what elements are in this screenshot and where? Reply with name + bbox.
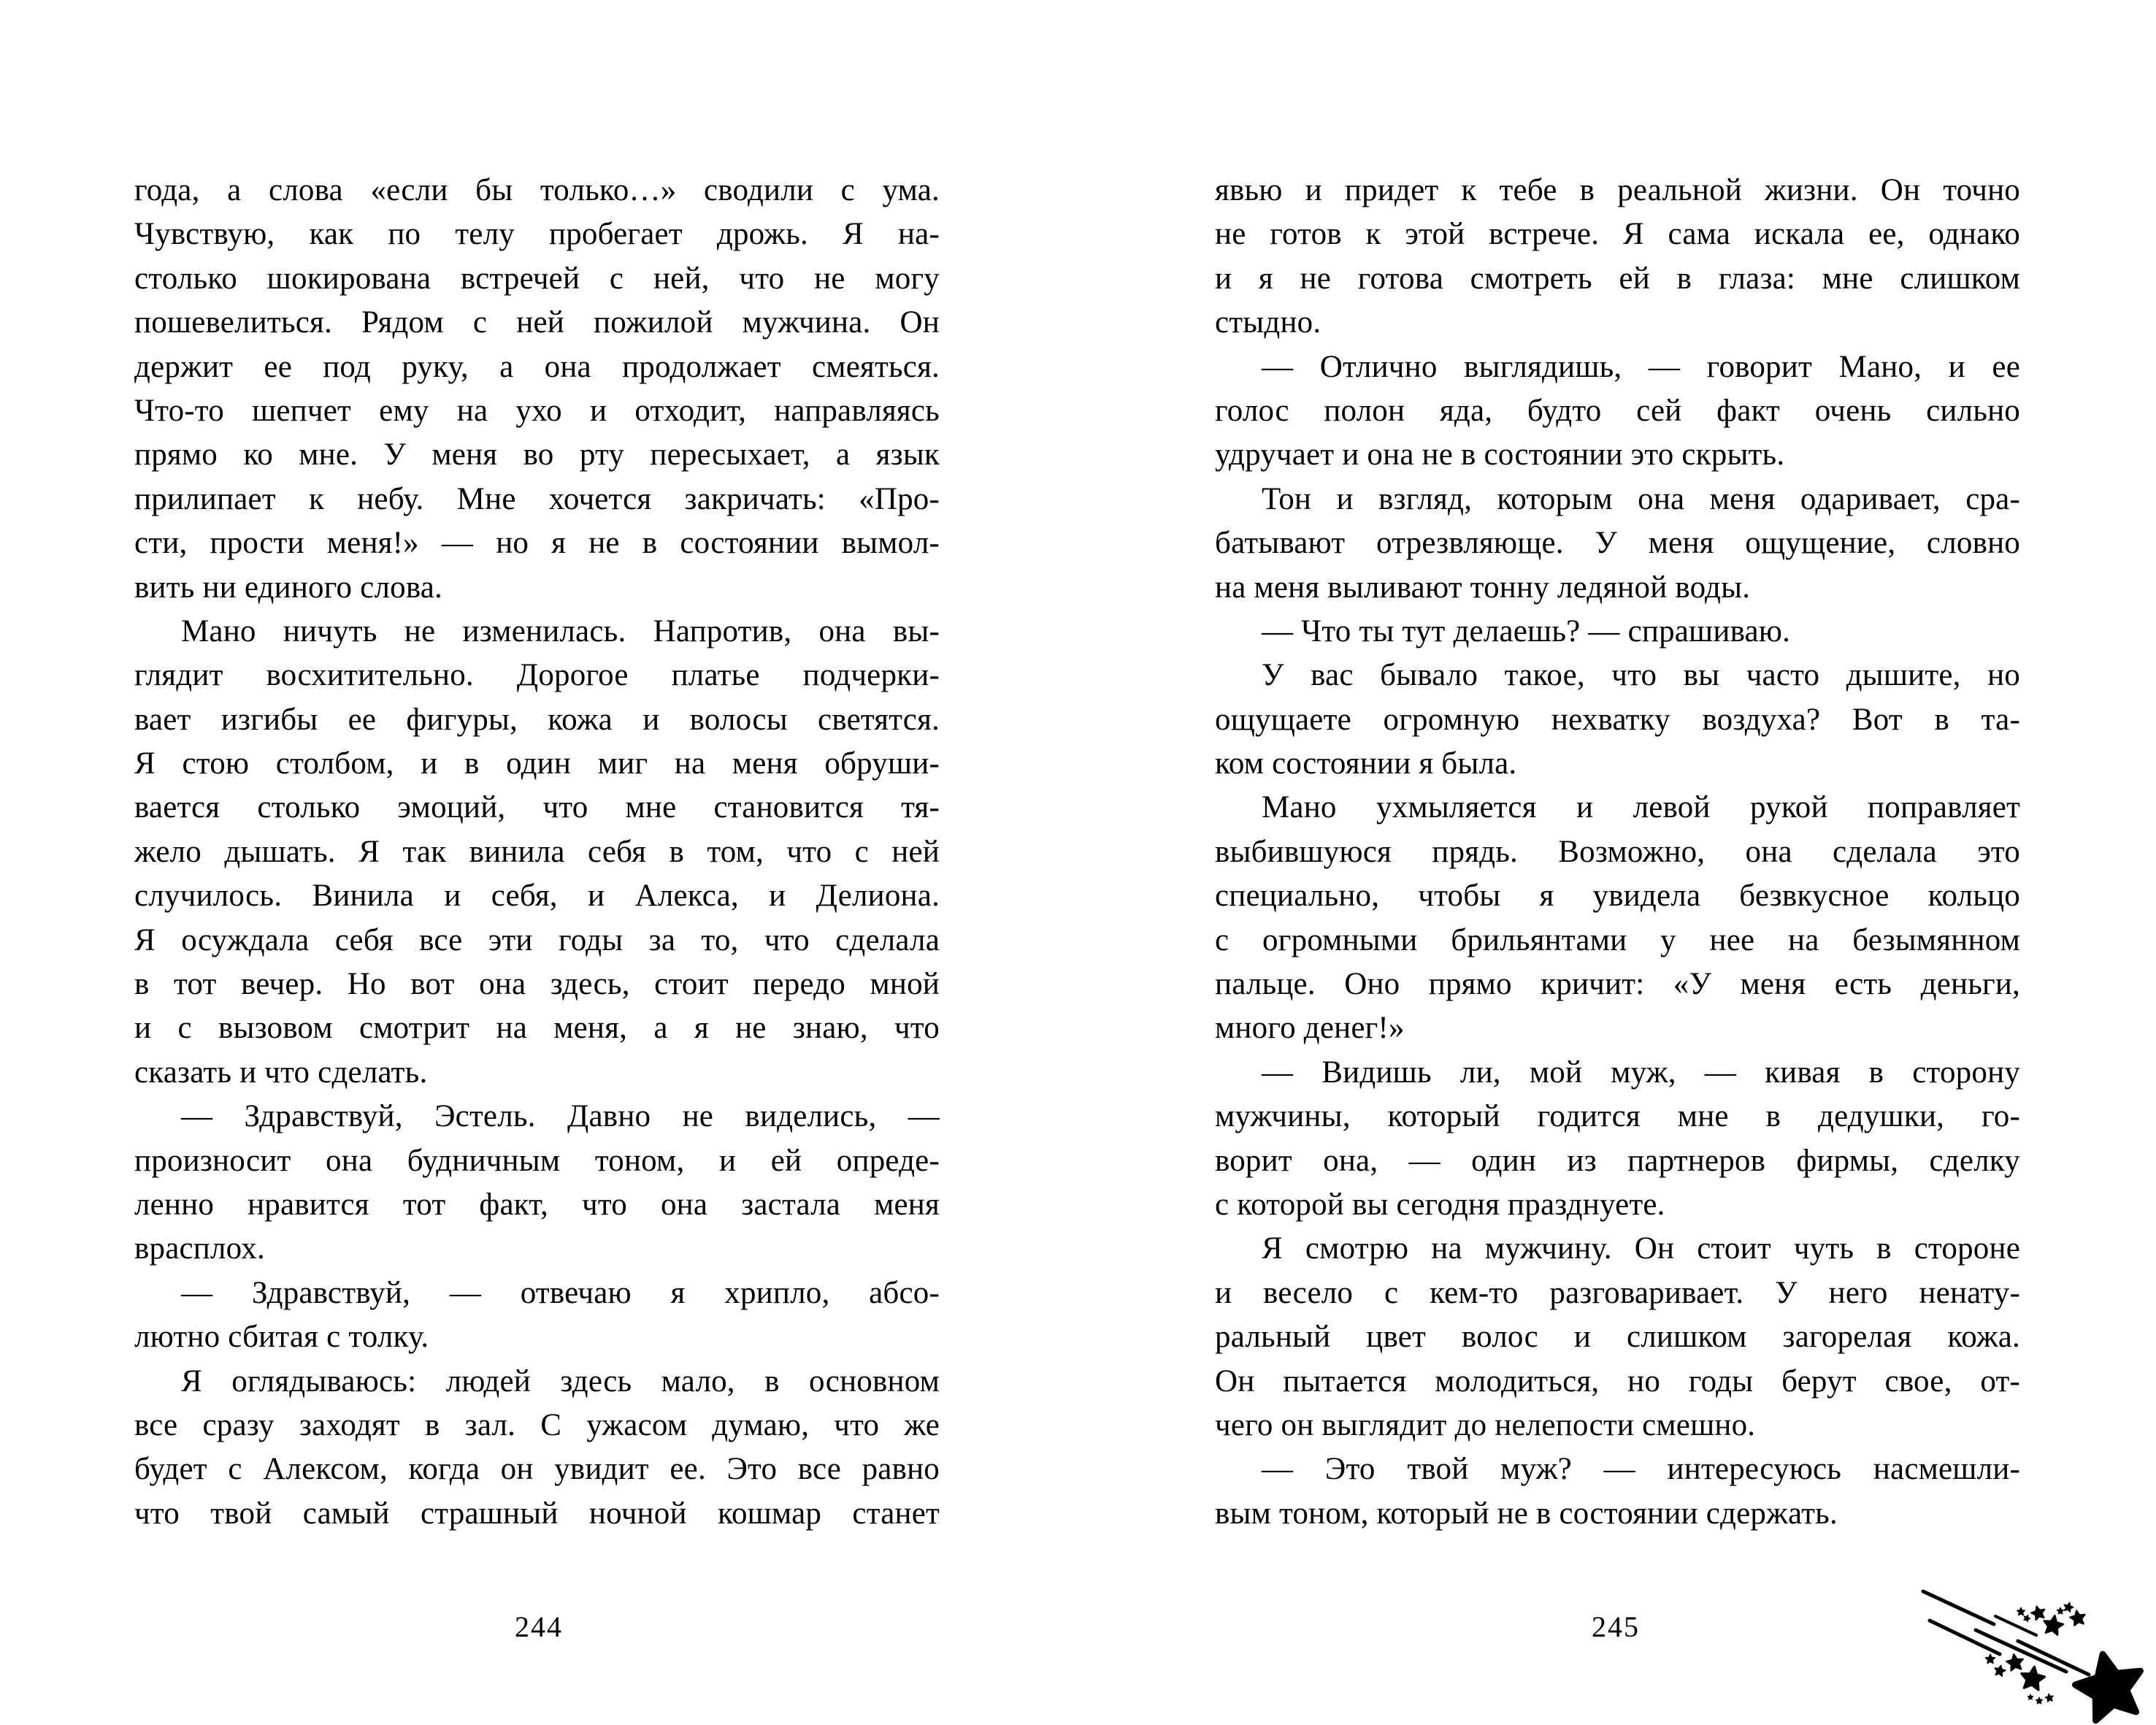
star-shape [2017,1607,2025,1615]
text-line: сти, прости меня!» — но я не в состоянии вымол- [134,526,940,561]
star-shape [1985,1654,1995,1664]
text-line: пошевелиться. Рядом с ней пожилой мужчина. Он [134,305,940,340]
star-shape [2064,1602,2073,1612]
text-line: — Что ты тут делаешь? — спрашиваю. [1262,613,1791,649]
text-line: вым тоном, который не в состоянии сдержать. [1215,1496,1838,1531]
star-shape [2070,1610,2085,1626]
text-line: Тон и взгляд, которым она меня одаривает, сра- [1262,481,2020,516]
text-line: Он пытается молодиться, но годы берут свое, от- [1215,1363,2020,1399]
text-line: случилось. Винила и себя, и Алекса, и Делиона. [134,879,940,914]
text-line: явью и придет к тебе в реальной жизни. Он точно [1215,173,2020,207]
star-shape [2045,1694,2053,1702]
text-line: — Видишь ли, мой муж, — кивая в сторону [1262,1055,2020,1090]
star-shape [2028,1694,2033,1699]
text-line: сказать и что сделать. [134,1055,428,1090]
star-shape [2024,1615,2030,1622]
text-line: произносит она будничным тоном, и ей опреде- [134,1143,940,1178]
text-line: будет с Алексом, когда он увидит ее. Это все равно [134,1452,940,1487]
text-line: вает изгибы ее фигуры, кожа и волосы светятся. [134,702,940,737]
text-line: выбившуюся прядь. Возможно, она сделала это [1215,834,2020,869]
page-right-text-column [1215,169,2020,1536]
text-line: Что-то шепчет ему на ухо и отходит, направляясь [134,393,940,428]
page-left-number: 244 [515,1610,563,1643]
page-left-text-column [134,169,940,1536]
text-line: в тот вечер. Но вот она здесь, стоит передо мной [134,967,940,1002]
text-line: жело дышать. Я так винила себя в том, что с ней [134,834,940,869]
text-line: держит ее под руку, а она продолжает смеяться. [134,349,940,384]
text-line: прямо ко мне. У меня во рту пересыхает, а язык [134,437,940,473]
text-line: и с вызовом смотрит на меня, а я не знаю, что [134,1011,940,1046]
star-shape [2006,1654,2023,1671]
text-line: врасплох. [134,1231,265,1266]
text-line: У вас бывало такое, что вы часто дышите, но [1262,658,2020,693]
text-line: Мано ничуть не изменилась. Напротив, она вы- [181,613,940,649]
text-line: специально, чтобы я увидела безвкусное кольцо [1215,879,2020,914]
text-line: не готов к этой встрече. Я сама искала ее, однако [1215,217,2020,252]
text-line: с которой вы сегодня празднуете. [1215,1187,1665,1222]
text-line: Я смотрю на мужчину. Он стоит чуть в стороне [1262,1231,2020,1266]
comet-trail-line [1923,1591,1994,1624]
text-line: глядит восхитительно. Дорогое платье подчерки- [134,658,940,693]
text-line: ком состоянии я была. [1215,746,1517,781]
text-line: столько шокирована встречей с ней, что не могу [134,261,940,296]
star-shape [2031,1606,2044,1620]
text-line: Я осуждала себя все эти годы за то, что сделала [134,922,940,957]
text-line: — Отлично выглядишь, — говорит Мано, и ее [1262,349,2020,384]
text-line: ворит она, — один из партнеров фирмы, сделку [1215,1143,2020,1178]
text-line: вается столько эмоций, что мне становится тя- [134,790,940,825]
text-line: и весело с кем-то разговаривает. У него ненату- [1215,1275,2020,1310]
text-line: Я оглядываюсь: людей здесь мало, в основном [181,1363,940,1399]
text-line: с огромными брильянтами у нее на безымянном [1215,922,2020,957]
text-line: Чувствую, как по телу пробегает дрожь. Я на- [134,217,940,252]
text-line: голос полон яда, будто сей факт очень сильно [1215,393,2020,428]
text-line: — Это твой муж? — интересуюсь насмешли- [1262,1452,2020,1487]
text-line: что твой самый страшный ночной кошмар станет [134,1496,940,1531]
text-line: и я не готова смотреть ей в глаза: мне слишком [1215,261,2020,296]
page-right-number: 245 [1592,1610,1640,1643]
text-line: — Здравствуй, Эстель. Давно не виделись, — [181,1099,940,1134]
text-line: ленно нравится тот факт, что она застала меня [134,1187,940,1222]
text-line: лютно сбитая с толку. [134,1320,429,1355]
text-line: года, а слова «если бы только…» сводили с ума. [134,173,940,207]
text-line: ощущаете огромную нехватку воздуха? Вот в та- [1215,702,2020,737]
text-line: Я стою столбом, и в один миг на меня обруши- [134,746,940,781]
star-shape [1995,1665,2006,1676]
text-line: удручает и она не в состоянии это скрыть. [1215,437,1785,473]
text-line: — Здравствуй, — отвечаю я хрипло, абсо- [181,1275,940,1310]
star-shape [2022,1667,2045,1690]
text-line: батывают отрезвляюще. У меня ощущение, словно [1215,526,2020,561]
text-line: мужчины, который годится мне в дедушки, го- [1215,1099,2020,1134]
text-line: на меня выливают тонну ледяной воды. [1215,570,1751,605]
star-shape [2036,1697,2043,1704]
text-line: ральный цвет волос и слишком загорелая кожа. [1215,1320,2020,1355]
text-line: все сразу заходят в зал. С ужасом думаю, что же [134,1407,940,1442]
star-shape [2075,1654,2140,1721]
text-line: прилипает к небу. Мне хочется закричать: «Про- [134,481,940,516]
text-line: стыдно. [1215,305,1321,340]
text-line: пальце. Оно прямо кричит: «У меня есть деньги, [1215,967,2020,1002]
text-line: Мано ухмыляется и левой рукой поправляет [1262,790,2020,825]
comet-trail-line [2018,1641,2089,1675]
shooting-stars-illustration [1898,1497,2156,1725]
text-line: вить ни единого слова. [134,570,442,605]
star-shape [2044,1615,2063,1634]
text-line: чего он выглядит до нелепости смешно. [1215,1407,1756,1442]
text-line: много денег!» [1215,1011,1405,1046]
star-shape [2057,1607,2064,1614]
